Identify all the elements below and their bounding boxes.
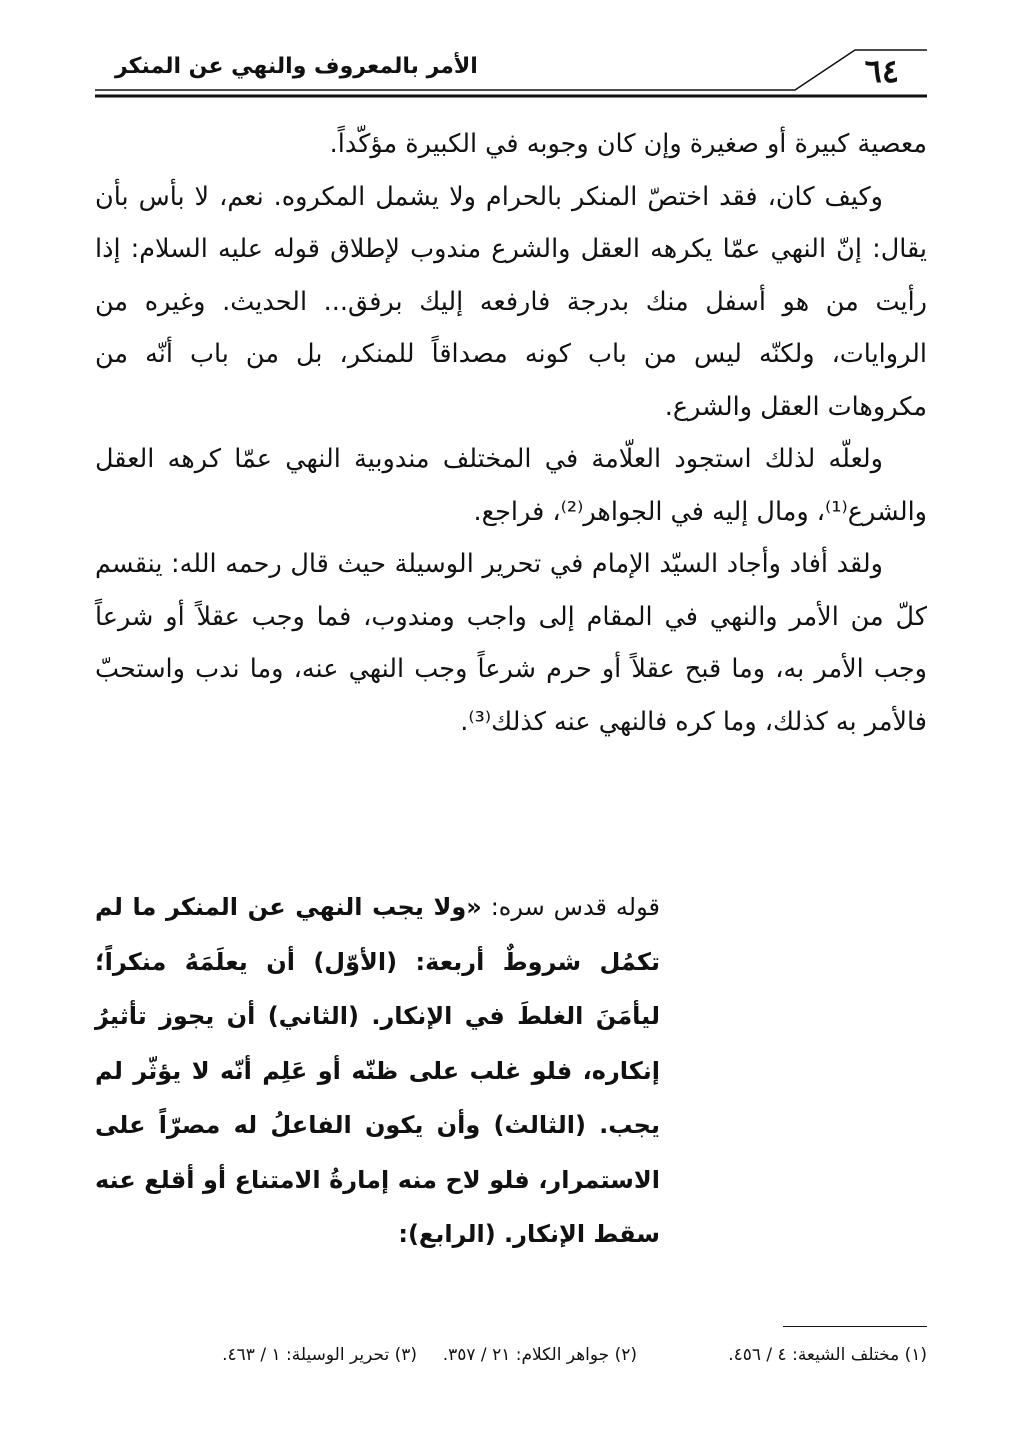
paragraph: معصية كبيرة أو صغيرة وإن كان وجوبه في الكبيرة مؤكّداً. bbox=[329, 129, 927, 159]
footnote-rule bbox=[783, 1326, 927, 1327]
footnote-2: (٢) جواهر الكلام: ٢١ / ٣٥٧. bbox=[442, 1345, 637, 1365]
footnotes bbox=[95, 1335, 927, 1375]
footnote-1: (١) مختلف الشيعة: ٤ / ٤٥٦. bbox=[728, 1345, 927, 1365]
footnote-3: (٣) تحرير الوسيلة: ١ / ٤٦٣. bbox=[222, 1345, 417, 1365]
main-text bbox=[95, 118, 927, 748]
commentary-quote: «ولا يجب النهي عن المنكر ما لم تكمُل شروطٌ أربعة: (الأوّل) أن يعلَمَهُ منكراً؛ ليأمَنَ الغلطَ في الإنكار. (الثاني) أن يجوز تأثيرُ إنكاره، فلو غلب على ظنّه أو عَلِم أنّه لا يؤثّر لم يجب. (الثالث) وأن يكون الفاعلُ له مصرّاً على الاستمرار، فلو لاح منه إمارةُ الامتناع أو أقلع عنه سقط الإنكار. (الرابع): bbox=[95, 893, 660, 1248]
paragraph: ولعلّه لذلك استجود العلّامة في المختلف مندوبية النهي عمّا كرهه العقل والشرع⁽¹⁾، ومال إليه في الجواهر⁽²⁾، فراجع. bbox=[95, 444, 927, 527]
page-header bbox=[95, 40, 927, 100]
running-title: الأمر بالمعروف والنهي عن المنكر bbox=[115, 54, 478, 79]
paragraph: وكيف كان، فقد اختصّ المنكر بالحرام ولا يشمل المكروه. نعم، لا بأس بأن يقال: إنّ النهي عمّا يكرهه العقل والشرع مندوب لإطلاق قوله عليه السلام: إذا رأيت من هو أسفل منك بدرجة فارفعه إليك برفق... الحديث. وغيره من الروايات، ولكنّه ليس من باب كونه مصداقاً للمنكر، بل من باب أنّه من مكروهات العقل والشرع. bbox=[95, 181, 927, 422]
commentary-lead: قوله قدس سره: bbox=[481, 893, 660, 921]
page-number: ٦٤ bbox=[864, 52, 899, 90]
commentary-text bbox=[95, 880, 660, 1262]
paragraph: ولقد أفاد وأجاد السيّد الإمام في تحرير الوسيلة حيث قال رحمه الله: ينقسم كلّ من الأمر والنهي في المقام إلى واجب ومندوب، فما وجب عقلاً أو شرعاً وجب الأمر به، وما قبح عقلاً أو حرم شرعاً وجب النهي عنه، وما ندب واستحبّ فالأمر به كذلك، وما كره فالنهي عنه كذلك⁽³⁾. bbox=[95, 549, 927, 737]
